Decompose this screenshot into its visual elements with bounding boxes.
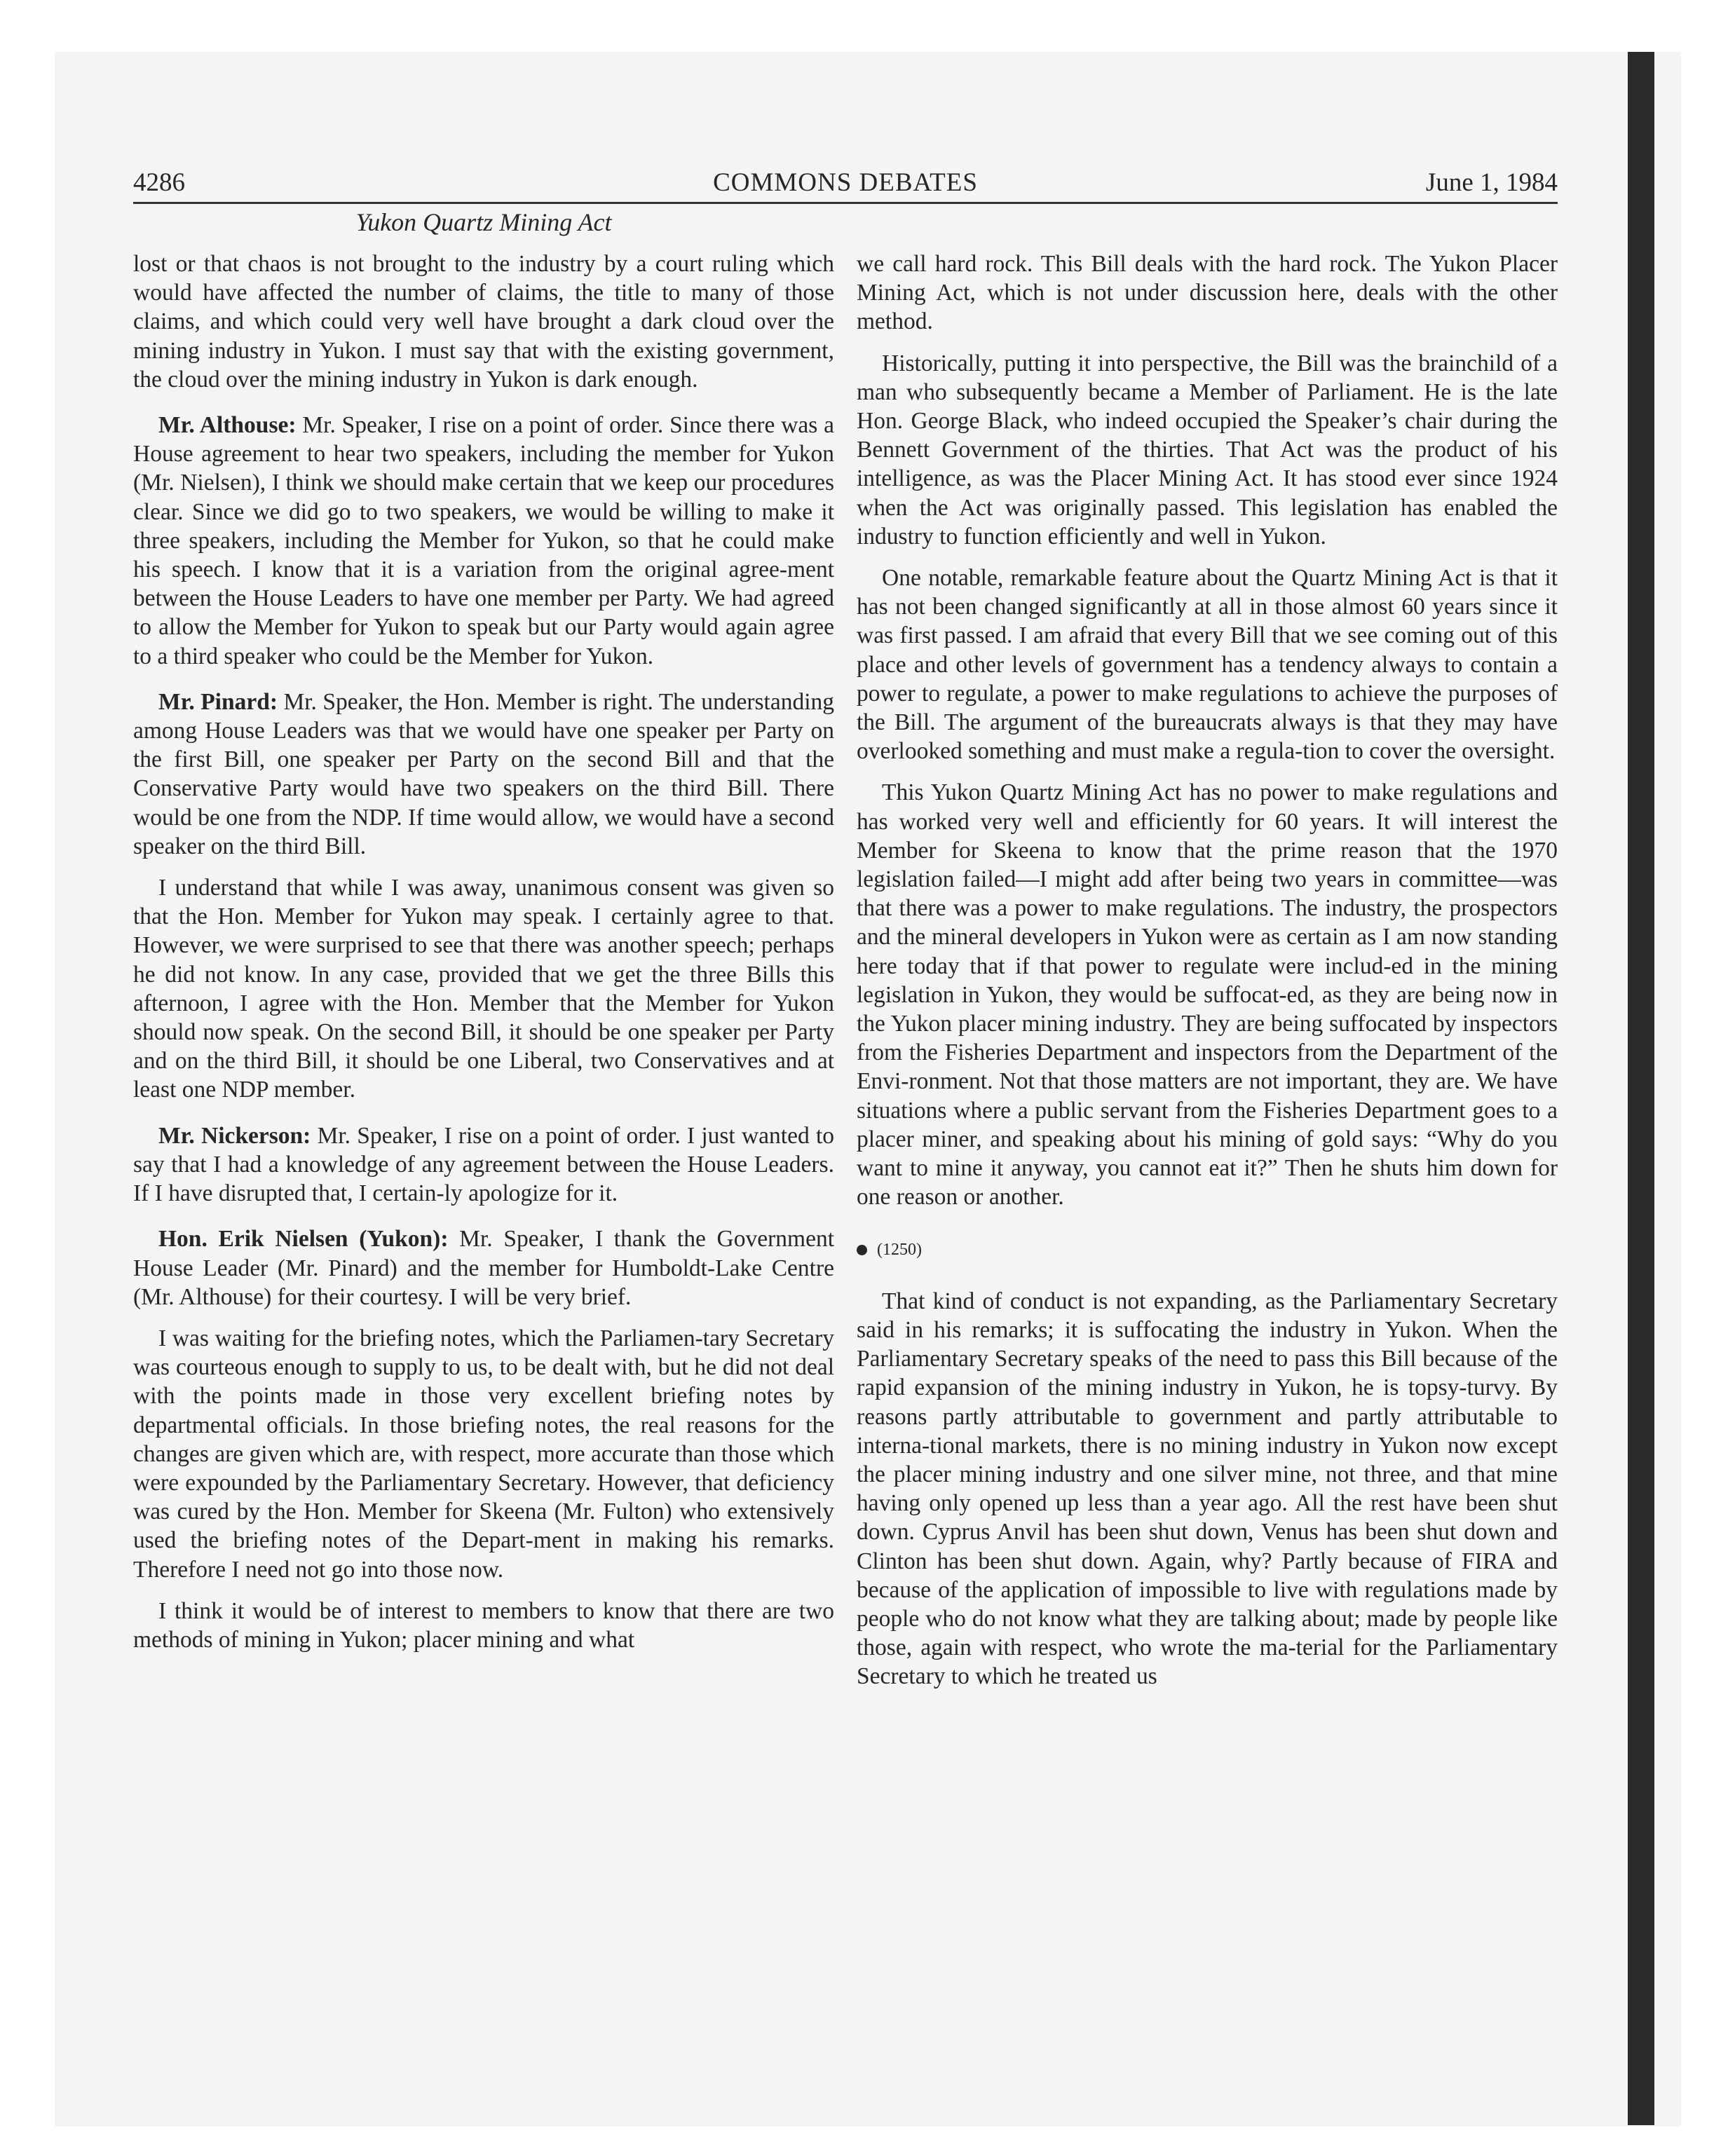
header-date: June 1, 1984 [1425,168,1558,197]
paragraph-text: One notable, remarkable feature about the Quartz Mining Act is that it has not been changed significantly at all in those almost 60 years since it was first passed. I am afraid that every Bill that we see coming out of this place and other levels of government has a tendency always to contain a power to regulate, a power to make regulations to achieve the purposes of the Bill. The argument of the bureaucrats always is that they may have overlooked something and must make a regula-tion to cover the oversight. [857,565,1558,765]
paragraph-text: Mr. Speaker, I thank the Government House Leader (Mr. Pinard) and the member for Humboldt-Lake Centre (Mr. Althouse) for their courtesy. I will be very brief. [133,1226,834,1310]
paragraph [133,250,834,394]
header-publication: COMMONS DEBATES [713,168,978,197]
paragraph-text: Mr. Speaker, I rise on a point of order. Since there was a House agreement to hear two speakers, including the member for Yukon (Mr. Nielsen), I think we should make certain that we keep our procedures clear. Since we did go to two speakers, we would be willing to make it three speakers, including the Member for Yukon, so that he could make his speech. I know that it is a variation from the original agree-ment between the House Leaders to have one member per Party. We had agreed to allow the Member for Yukon to speak but our Party would again agree to a third speaker who could be the Member for Yukon. [133,412,834,669]
paragraph-text: Mr. Speaker, I rise on a point of order. I just wanted to say that I had a knowledge of any agreement between the House Leaders. If I have disrupted that, I certain-ly apologize for it. [133,1122,834,1207]
speech-paragraph [133,688,834,861]
paragraph-text: we call hard rock. This Bill deals with the hard rock. The Yukon Placer Mining Act, which is not under discussion here, deals with the other method. [857,251,1558,335]
paragraph-text: Historically, putting it into perspective, the Bill was the brainchild of a man who subsequently became a Member of Parliament. He is the late Hon. George Black, who indeed occupied the Speaker’s chair during the Bennett Government of the thirties. That Act was the product of his intelligence, as was the Placer Mining Act. It has stood ever since 1924 when the Act was originally passed. This legislation has enabled the industry to function efficiently and well in Yukon. [857,350,1558,550]
bullet-icon [857,1245,867,1255]
paragraph [133,873,834,1105]
speech-paragraph [133,411,834,671]
speaker-name: Mr. Pinard: [158,688,278,715]
time-marker [857,1236,1558,1264]
page-header [133,160,1558,204]
paragraph-text: I was waiting for the briefing notes, which the Parliamen-tary Secretary was courteous enough to supply to us, to be dealt with, but he did not deal with the points made in those very excellent briefing notes by departmental officials. In those briefing notes, the real reasons for the changes are given which are, with respect, more accurate than those which were expounded by the Parliamentary Secretary. However, that deficiency was cured by the Hon. Member for Skeena (Mr. Fulton) who extensively used the briefing notes of the Depart-ment in making his remarks. Therefore I need not go into those now. [133,1325,834,1583]
section-title: Yukon Quartz Mining Act [355,208,612,236]
speaker-name: Mr. Nickerson: [158,1122,311,1149]
paragraph-text: I understand that while I was away, unanimous consent was given so that the Hon. Member for Yukon may speak. I certainly agree to that. However, we were surprised to see that there was another speech; perhaps he did not know. In any case, provided that we get the three Bills this afternoon, I agree with the Hon. Member that the Member for Yukon should now speak. On the second Bill, it should be one speaker per Party and on the third Bill, it should be one Liberal, two Conservatives and at least one NDP member. [133,875,834,1103]
speaker-name: Mr. Althouse: [158,412,297,439]
paragraph [857,564,1558,765]
speech-paragraph [133,1121,834,1208]
paragraph [857,1287,1558,1691]
paragraph [133,1324,834,1584]
paragraph-text: That kind of conduct is not expanding, as the Parliamentary Secretary said in his remarks; it is suffocating the industry in Yukon. When the Parliamentary Secretary speaks of the need to pass this Bill because of the rapid expansion of the mining industry in Yukon, he is topsy-turvy. By reasons partly attributable to government and partly attributable to interna-tional markets, there is no mining industry in Yukon now except the placer mining industry and one silver mine, not three, and that mine having only opened up less than a year ago. All the rest have been shut down. Cyprus Anvil has been shut down, Venus has been shut down and Clinton has been shut down. Again, why? Partly because of FIRA and because of the application of impossible to live with regulations made by people who do not know what they are talking about; made by people like those, again with respect, who wrote the ma-terial for the Parliamentary Secretary to which he treated us [857,1288,1558,1690]
header-page-number: 4286 [133,168,185,197]
paragraph-text: I think it would be of interest to members to know that there are two methods of mining in Yukon; placer mining and what [133,1597,834,1653]
scan-edge-shadow [1628,52,1654,2125]
paragraph-text: lost or that chaos is not brought to the industry by a court ruling which would have affected the number of claims, the title to many of those claims, and which could very well have brought a dark cloud over the mining industry in Yukon. I must say that with the existing government, the cloud over the mining industry in Yukon is dark enough. [133,251,834,393]
paragraph-text: This Yukon Quartz Mining Act has no power to make regulations and has worked very well and efficiently for 60 years. It will interest the Member for Skeena to know that the prime reason that the 1970 legislation failed—I might add after being two years in committee—was that there was a power to make regulations. The industry, the prospectors and the mineral developers in Yukon were as certain as I am now standing here today that if that power to regulate were includ-ed in the mining legislation in Yukon, they would be suffocat-ed, as they are being now in the Yukon placer mining industry. They are being suffocated by inspectors from the Fisheries Department and inspectors from the Department of the Envi-ronment. Not that those matters are not important, they are. We have situations where a public servant from the Fisheries Department goes to a placer miner, and speaking about his mining of gold says: “Why do you want to mine it anyway, you cannot eat it?” Then he shuts him down for one reason or another. [857,779,1558,1210]
right-column [857,250,1558,1704]
paragraph [133,1597,834,1654]
paragraph-text: Mr. Speaker, the Hon. Member is right. The understanding among House Leaders was that we would have one speaker per Party on the first Bill, one speaker per Party on the second Bill and that the Conservative Party would have two speakers on the third Bill. There would be one from the NDP. If time would allow, we would have a second speaker on the third Bill. [133,688,834,859]
speaker-name: Hon. Erik Nielsen (Yukon): [158,1226,449,1253]
paragraph [857,250,1558,336]
left-column [133,250,834,1667]
paragraph [857,349,1558,551]
speech-paragraph [133,1224,834,1311]
paragraph [857,778,1558,1211]
time-marker-text: (1250) [877,1240,922,1259]
